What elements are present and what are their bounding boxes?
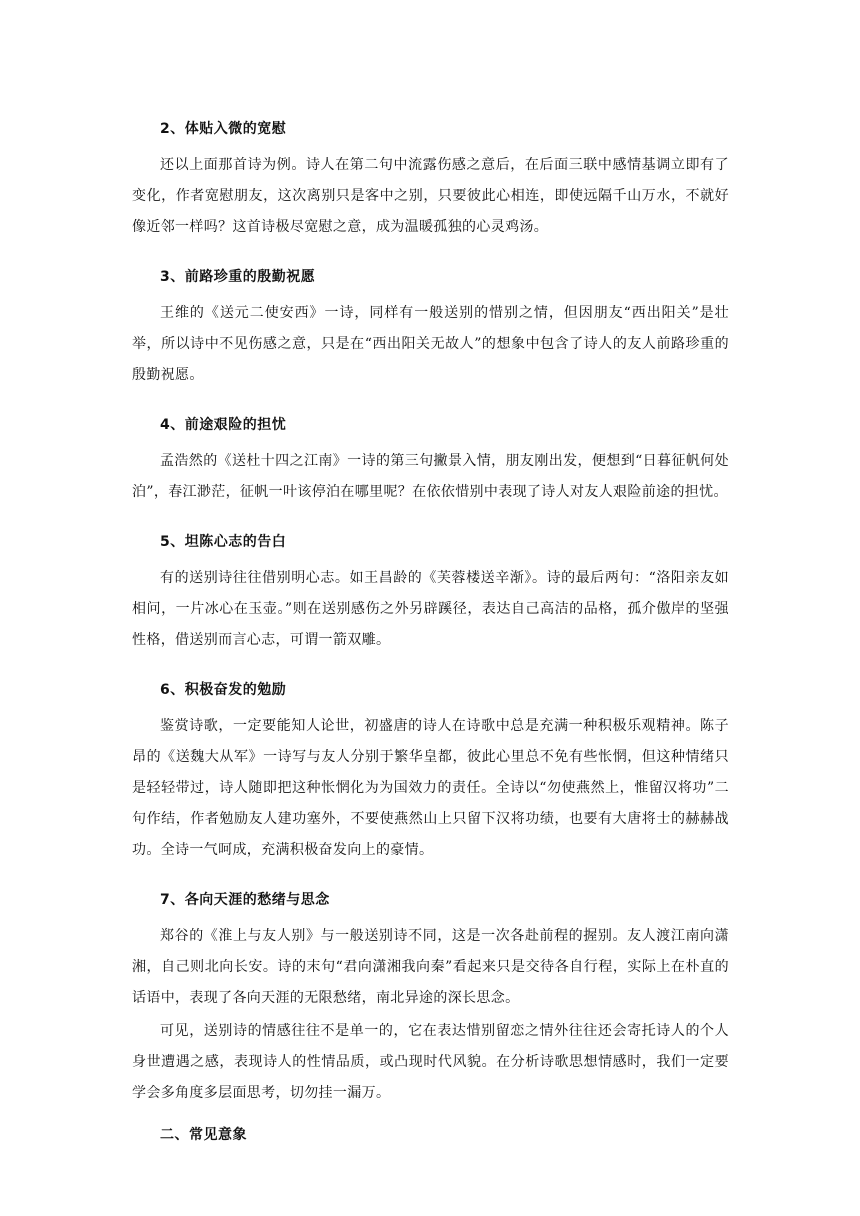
section-paragraph: 有的送别诗往往借别明心志。如王昌龄的《芙蓉楼送辛渐》。诗的最后两句：“洛阳亲友如相问，一片冰心在玉壶。”则在送别感伤之外另辟蹊径，表达自己高洁的品格，孤介傲岸的坚强性格，借送别而言心志，可谓一箭双雕。 <box>132 570 729 648</box>
section-paragraph: 王维的《送元二使安西》一诗，同样有一般送别的惜别之情，但因朋友“西出阳关”是壮举，所以诗中不见伤感之意，只是在“西出阳关无故人”的想象中包含了诗人的友人前路珍重的殷勤祝愿。 <box>132 305 729 383</box>
section-paragraph: 孟浩然的《送杜十四之江南》一诗的第三句撇景入情，朋友刚出发，便想到“日暮征帆何处泊”，春江渺茫，征帆一叶该停泊在哪里呢？在依依惜别中表现了诗人对友人艰险前途的担忧。 <box>132 453 729 500</box>
section-paragraph: 鉴赏诗歌，一定要能知人论世，初盛唐的诗人在诗歌中总是充满一种积极乐观精神。陈子昂的《送魏大从军》一诗写与友人分别于繁华皇都，彼此心里总不免有些怅惘，但这种情绪只是轻轻带过，诗人随即把这种怅惘化为为国效力的责任。全诗以“勿使燕然上，惟留汉将功”二句作结，作者勉励友人建功塞外，不要使燕然山上只留下汉将功绩，也要有大唐将士的赫赫战功。全诗一气呵成，充满积极奋发向上的豪情。 <box>132 718 729 858</box>
chapter-heading: 二、常见意象 <box>160 1127 247 1143</box>
section-heading: 3、前路珍重的殷勤祝愿 <box>160 269 316 285</box>
summary-paragraph: 可见，送别诗的情感往往不是单一的，它在表达惜别留恋之情外往往还会寄托诗人的个人身世遭遇之感，表现诗人的性情品质，或凸现时代风貌。在分析诗歌思想情感时，我们一定要学会多角度多层面思考，切勿挂一漏万。 <box>132 1023 729 1101</box>
section-heading: 4、前途艰险的担忧 <box>160 417 287 433</box>
section-paragraph: 郑谷的《淮上与友人别》与一般送别诗不同，这是一次各赴前程的握别。友人渡江南向潇湘，自己则北向长安。诗的末句“君向潇湘我向秦”看起来只是交待各自行程，实际上在朴直的话语中，表现了各向天涯的无限愁绪，南北异途的深长思念。 <box>132 928 729 1006</box>
section-heading: 5、坦陈心志的告白 <box>160 534 287 550</box>
section-heading: 7、各向天涯的愁绪与思念 <box>160 892 330 908</box>
section-worry <box>132 415 729 508</box>
section-longing <box>132 890 729 1109</box>
section-blessing <box>132 267 729 391</box>
section-heading: 6、积极奋发的勉励 <box>160 682 287 698</box>
section-heading: 2、体贴入微的宽慰 <box>160 121 287 137</box>
section-paragraph: 还以上面那首诗为例。诗人在第二句中流露伤感之意后，在后面三联中感情基调立即有了变化，作者宽慰朋友，这次离别只是客中之别，只要彼此心相连，即使远隔千山万水，不就好像近邻一样吗？这首诗极尽宽慰之意，成为温暖孤独的心灵鸡汤。 <box>132 157 729 235</box>
section-encouragement <box>132 680 729 866</box>
section-confession <box>132 532 729 656</box>
section-comfort <box>132 119 729 243</box>
